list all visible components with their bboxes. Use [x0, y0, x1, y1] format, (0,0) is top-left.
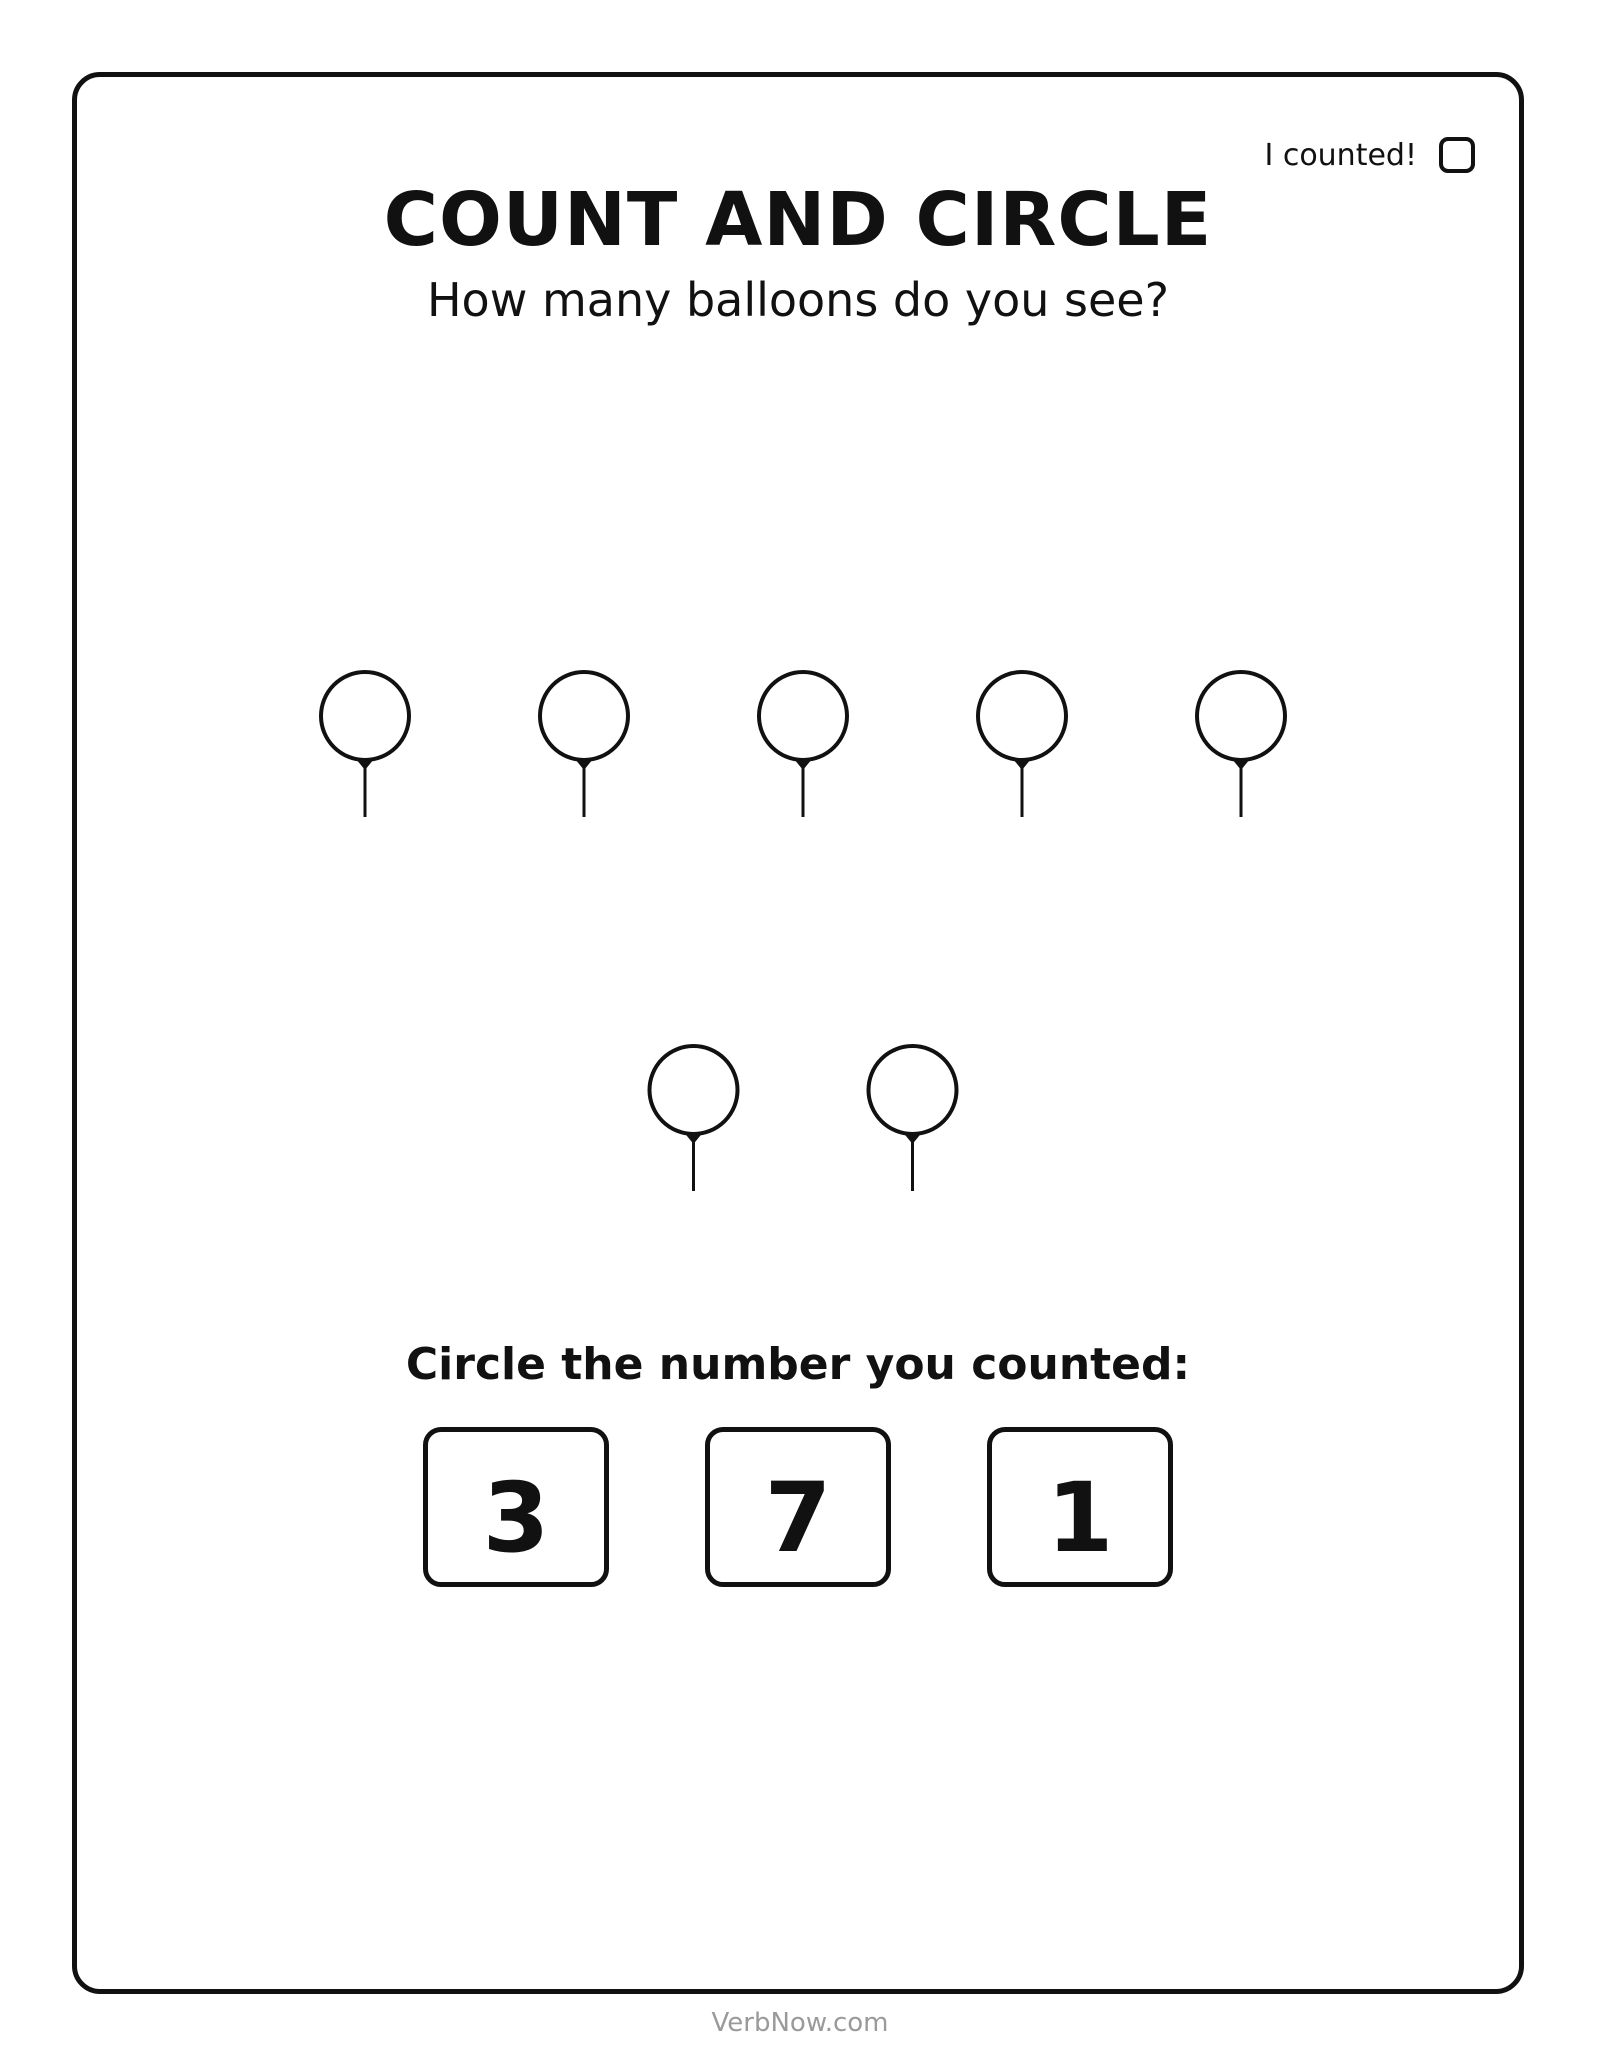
- circle-prompt: Circle the number you counted:: [405, 1339, 1191, 1390]
- balloon-group: [77, 77, 1529, 1999]
- counted-checkbox-group[interactable]: [1264, 137, 1475, 173]
- balloon-icon: [321, 672, 409, 817]
- worksheet-frame: [72, 72, 1524, 1994]
- choice-box-3[interactable]: 1: [987, 1427, 1173, 1587]
- counted-checkbox[interactable]: [1439, 137, 1475, 173]
- balloon-icon: [978, 672, 1066, 817]
- balloon-icon: [1197, 672, 1285, 817]
- choice-box-1[interactable]: 3: [423, 1427, 609, 1587]
- balloon-icon: [759, 672, 847, 817]
- counted-label: I counted!: [1264, 137, 1417, 173]
- answer-choices: [77, 1427, 1519, 1587]
- worksheet-question: How many balloons do you see?: [426, 273, 1170, 327]
- balloon-icon: [650, 1046, 738, 1191]
- choice-box-2[interactable]: 7: [705, 1427, 891, 1587]
- balloon-icon: [869, 1046, 957, 1191]
- footer-site: VerbNow.com: [711, 2008, 889, 2038]
- worksheet-title: COUNT AND CIRCLE: [383, 177, 1213, 263]
- balloon-icon: [540, 672, 628, 817]
